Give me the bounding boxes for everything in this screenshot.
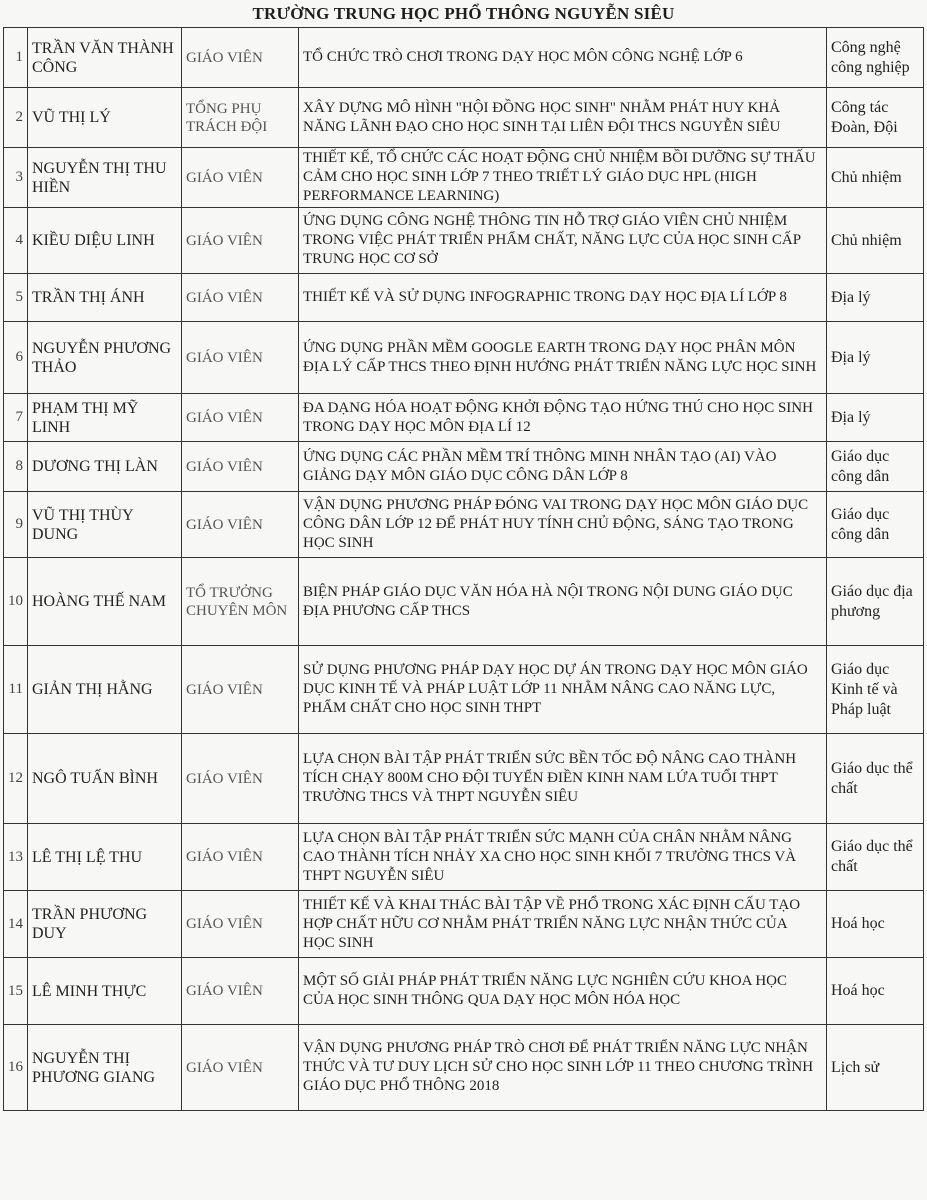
subject-field: Chủ nhiệm xyxy=(827,208,924,274)
initiative-topic: ĐA DẠNG HÓA HOẠT ĐỘNG KHỞI ĐỘNG TẠO HỨNG THÚ CHO HỌC SINH TRONG DẠY HỌC MÔN ĐỊA LÍ 12 xyxy=(299,394,827,442)
subject-field: Giáo dục công dân xyxy=(827,492,924,558)
initiative-topic: THIẾT KẾ, TỔ CHỨC CÁC HOẠT ĐỘNG CHỦ NHIỆM BỒI DƯỠNG SỰ THẤU CẢM CHO HỌC SINH LỚP 7 THEO TRIẾT LÝ GIÁO DỤC HPL (HIGH PERFORMANCE LEARNING) xyxy=(299,148,827,208)
subject-field: Giáo dục công dân xyxy=(827,442,924,492)
subject-field: Địa lý xyxy=(827,394,924,442)
initiative-topic: VẬN DỤNG PHƯƠNG PHÁP TRÒ CHƠI ĐỂ PHÁT TRIỂN NĂNG LỰC NHẬN THỨC VÀ TƯ DUY LỊCH SỬ CHO HỌC SINH LỚP 11 THEO CHƯƠNG TRÌNH GIÁO DỤC PHỔ THÔNG 2018 xyxy=(299,1025,827,1111)
initiative-topic: MỘT SỐ GIẢI PHÁP PHÁT TRIỂN NĂNG LỰC NGHIÊN CỨU KHOA HỌC CỦA HỌC SINH THÔNG QUA DẠY HỌC MÔN HÓA HỌC xyxy=(299,958,827,1025)
subject-field: Giáo dục thể chất xyxy=(827,824,924,891)
author-name: VŨ THỊ THÙY DUNG xyxy=(28,492,182,558)
initiative-topic: THIẾT KẾ VÀ SỬ DỤNG INFOGRAPHIC TRONG DẠY HỌC ĐỊA LÍ LỚP 8 xyxy=(299,274,827,322)
author-name: TRẦN VĂN THÀNH CÔNG xyxy=(28,28,182,88)
author-role: GIÁO VIÊN xyxy=(182,891,299,958)
table-row xyxy=(4,1025,924,1111)
subject-field: Địa lý xyxy=(827,322,924,394)
table-row xyxy=(4,322,924,394)
subject-field: Hoá học xyxy=(827,891,924,958)
row-number: 11 xyxy=(4,646,28,734)
author-name: PHẠM THỊ MỸ LINH xyxy=(28,394,182,442)
initiative-topic: ỨNG DỤNG PHẦN MỀM GOOGLE EARTH TRONG DẠY HỌC PHÂN MÔN ĐỊA LÝ CẤP THCS THEO ĐỊNH HƯỚNG PHÁT TRIỂN NĂNG LỰC HỌC SINH xyxy=(299,322,827,394)
table-row xyxy=(4,646,924,734)
subject-field: Địa lý xyxy=(827,274,924,322)
initiative-topic: BIỆN PHÁP GIÁO DỤC VĂN HÓA HÀ NỘI TRONG NỘI DUNG GIÁO DỤC ĐỊA PHƯƠNG CẤP THCS xyxy=(299,558,827,646)
initiative-topic: ỨNG DỤNG CÁC PHẦN MỀM TRÍ THÔNG MINH NHÂN TẠO (AI) VÀO GIẢNG DẠY MÔN GIÁO DỤC CÔNG DÂN LỚP 8 xyxy=(299,442,827,492)
author-role: GIÁO VIÊN xyxy=(182,1025,299,1111)
author-name: HOÀNG THẾ NAM xyxy=(28,558,182,646)
initiative-topic: VẬN DỤNG PHƯƠNG PHÁP ĐÓNG VAI TRONG DẠY HỌC MÔN GIÁO DỤC CÔNG DÂN LỚP 12 ĐỂ PHÁT HUY TÍNH CHỦ ĐỘNG, SÁNG TẠO TRONG HỌC SINH xyxy=(299,492,827,558)
author-role: GIÁO VIÊN xyxy=(182,322,299,394)
row-number: 6 xyxy=(4,322,28,394)
author-role: TỔ TRƯỞNG CHUYÊN MÔN xyxy=(182,558,299,646)
row-number: 15 xyxy=(4,958,28,1025)
row-number: 12 xyxy=(4,734,28,824)
author-role: GIÁO VIÊN xyxy=(182,646,299,734)
author-role: GIÁO VIÊN xyxy=(182,958,299,1025)
author-role: GIÁO VIÊN xyxy=(182,394,299,442)
table-row xyxy=(4,492,924,558)
author-name: NGUYỄN THỊ PHƯƠNG GIANG xyxy=(28,1025,182,1111)
row-number: 9 xyxy=(4,492,28,558)
author-name: LÊ MINH THỰC xyxy=(28,958,182,1025)
row-number: 3 xyxy=(4,148,28,208)
initiative-table xyxy=(3,27,924,1111)
table-row xyxy=(4,28,924,88)
author-role: GIÁO VIÊN xyxy=(182,492,299,558)
subject-field: Công nghệ công nghiệp xyxy=(827,28,924,88)
table-row xyxy=(4,891,924,958)
author-role: GIÁO VIÊN xyxy=(182,28,299,88)
author-name: KIỀU DIỆU LINH xyxy=(28,208,182,274)
table-row xyxy=(4,88,924,148)
table-row xyxy=(4,148,924,208)
initiative-topic: LỰA CHỌN BÀI TẬP PHÁT TRIỂN SỨC BỀN TỐC ĐỘ NÂNG CAO THÀNH TÍCH CHẠY 800M CHO ĐỘI TUYỂN ĐIỀN KINH NAM LỨA TUỔI THPT TRƯỜNG THCS VÀ THPT NGUYỄN SIÊU xyxy=(299,734,827,824)
table-row xyxy=(4,824,924,891)
author-name: NGUYỄN PHƯƠNG THẢO xyxy=(28,322,182,394)
table-row xyxy=(4,208,924,274)
row-number: 14 xyxy=(4,891,28,958)
table-row xyxy=(4,394,924,442)
table-row xyxy=(4,558,924,646)
author-role: GIÁO VIÊN xyxy=(182,824,299,891)
author-name: LÊ THỊ LỆ THU xyxy=(28,824,182,891)
initiative-topic: THIẾT KẾ VÀ KHAI THÁC BÀI TẬP VỀ PHỔ TRONG XÁC ĐỊNH CẤU TẠO HỢP CHẤT HỮU CƠ NHẰM PHÁT TRIỂN NĂNG LỰC NHẬN THỨC CỦA HỌC SINH xyxy=(299,891,827,958)
table-row xyxy=(4,274,924,322)
row-number: 7 xyxy=(4,394,28,442)
table-row xyxy=(4,734,924,824)
author-name: NGUYỄN THỊ THU HIỀN xyxy=(28,148,182,208)
row-number: 2 xyxy=(4,88,28,148)
author-role: GIÁO VIÊN xyxy=(182,208,299,274)
initiative-topic: LỰA CHỌN BÀI TẬP PHÁT TRIỂN SỨC MẠNH CỦA CHÂN NHẰM NÂNG CAO THÀNH TÍCH NHẢY XA CHO HỌC SINH KHỐI 7 TRƯỜNG THCS VÀ THPT NGUYỄN SIÊU xyxy=(299,824,827,891)
author-name: VŨ THỊ LÝ xyxy=(28,88,182,148)
author-name: TRẦN PHƯƠNG DUY xyxy=(28,891,182,958)
author-role: TỔNG PHỤ TRÁCH ĐỘI xyxy=(182,88,299,148)
subject-field: Giáo dục thể chất xyxy=(827,734,924,824)
table-row xyxy=(4,958,924,1025)
author-role: GIÁO VIÊN xyxy=(182,274,299,322)
row-number: 8 xyxy=(4,442,28,492)
subject-field: Lịch sử xyxy=(827,1025,924,1111)
table-row xyxy=(4,442,924,492)
row-number: 13 xyxy=(4,824,28,891)
document-title: TRƯỜNG TRUNG HỌC PHỔ THÔNG NGUYỄN SIÊU xyxy=(252,4,675,23)
subject-field: Giáo dục Kinh tế và Pháp luật xyxy=(827,646,924,734)
author-name: NGÔ TUẤN BÌNH xyxy=(28,734,182,824)
author-role: GIÁO VIÊN xyxy=(182,734,299,824)
author-role: GIÁO VIÊN xyxy=(182,442,299,492)
subject-field: Hoá học xyxy=(827,958,924,1025)
initiative-topic: TỔ CHỨC TRÒ CHƠI TRONG DẠY HỌC MÔN CÔNG NGHỆ LỚP 6 xyxy=(299,28,827,88)
row-number: 1 xyxy=(4,28,28,88)
author-name: TRẦN THỊ ÁNH xyxy=(28,274,182,322)
subject-field: Công tác Đoàn, Đội xyxy=(827,88,924,148)
author-name: DƯƠNG THỊ LÀN xyxy=(28,442,182,492)
row-number: 5 xyxy=(4,274,28,322)
row-number: 4 xyxy=(4,208,28,274)
author-role: GIÁO VIÊN xyxy=(182,148,299,208)
author-name: GIẢN THỊ HẰNG xyxy=(28,646,182,734)
initiative-topic: XÂY DỰNG MÔ HÌNH "HỘI ĐỒNG HỌC SINH" NHẰM PHÁT HUY KHẢ NĂNG LÃNH ĐẠO CHO HỌC SINH TẠI LIÊN ĐỘI THCS NGUYỄN SIÊU xyxy=(299,88,827,148)
row-number: 10 xyxy=(4,558,28,646)
row-number: 16 xyxy=(4,1025,28,1111)
initiative-topic: SỬ DỤNG PHƯƠNG PHÁP DẠY HỌC DỰ ÁN TRONG DẠY HỌC MÔN GIÁO DỤC KINH TẾ VÀ PHÁP LUẬT LỚP 11 NHẰM NÂNG CAO NĂNG LỰC, PHẨM CHẤT CHO HỌC SINH THPT xyxy=(299,646,827,734)
subject-field: Giáo dục địa phương xyxy=(827,558,924,646)
initiative-topic: ỨNG DỤNG CÔNG NGHỆ THÔNG TIN HỖ TRỢ GIÁO VIÊN CHỦ NHIỆM TRONG VIỆC PHÁT TRIỂN PHẨM CHẤT, NĂNG LỰC CỦA HỌC SINH CẤP TRUNG HỌC CƠ SỞ xyxy=(299,208,827,274)
subject-field: Chủ nhiệm xyxy=(827,148,924,208)
